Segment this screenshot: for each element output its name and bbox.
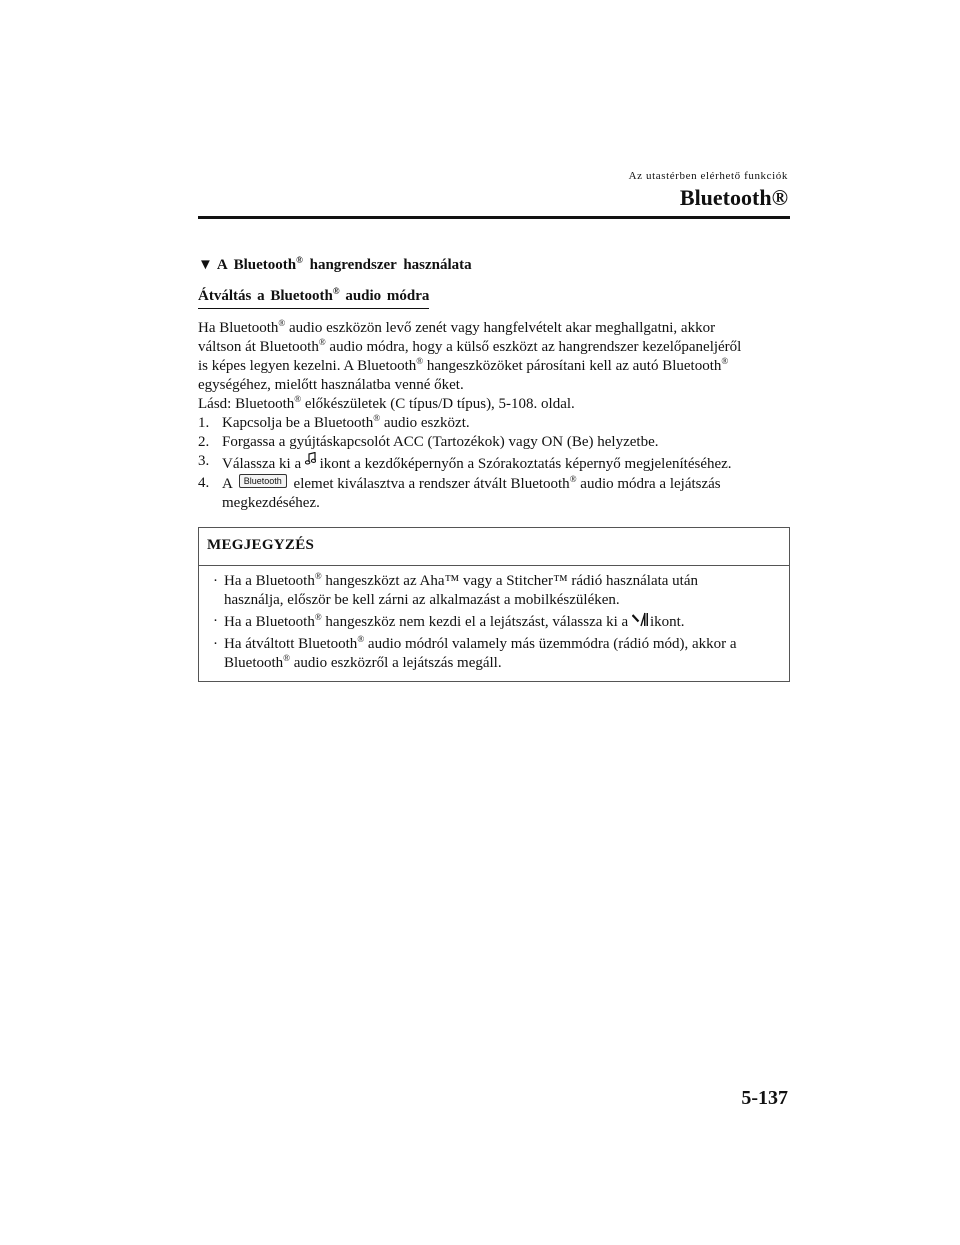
note-item: · Ha a Bluetooth® hangeszköz nem kezdi el a lejátszást, válassza ki a ikont.: [207, 612, 781, 633]
step-item: 3. Válassza ki a ikont a kezdőképernyőn a Szórakoztatás képernyő megjelenítéséhez.: [198, 453, 732, 472]
note-item: · Ha átváltott Bluetooth® audio módról valamely más üzemmódra (rádió mód), akkor a Bluetooth® audio eszközről a lejátszás megáll.: [213, 634, 737, 671]
chapter-title: Bluetooth®: [679, 185, 788, 210]
heading-text: A Bluetooth: [216, 257, 297, 273]
note-title: MEGJEGYZÉS: [199, 528, 789, 566]
music-note-icon: [305, 452, 316, 471]
heading-text: hangrendszer használata: [302, 257, 472, 273]
section-label: Az utastérben elérhető funkciók: [628, 170, 788, 182]
subheading-text: audio módra: [339, 288, 430, 304]
bluetooth-button-badge: Bluetooth: [239, 474, 287, 488]
subheading-text: Átváltás a Bluetooth: [198, 288, 333, 304]
steps-list: [198, 414, 790, 513]
note-item: · Ha a Bluetooth® hangeszközt az Aha™ vagy a Stitcher™ rádió használata után használja, először be kell zárni az alkalmazást a mobilkészüléken.: [213, 571, 699, 608]
triangle-marker-icon: ▼: [198, 257, 213, 273]
page-number: 5-137: [741, 1087, 788, 1109]
step-item: 4. A Bluetooth elemet kiválasztva a rendszer átvált Bluetooth® audio módra a lejátszás megkezdéséhez.: [198, 474, 721, 511]
header-rule: [198, 216, 790, 219]
note-box: [198, 527, 790, 682]
subsection-heading: [198, 287, 429, 309]
page-content: [198, 256, 790, 682]
registered-mark: ®: [296, 255, 303, 265]
page-reference[interactable]: Lásd: Bluetooth® előkészületek (C típus/D típus), 5-108. oldal.: [198, 394, 575, 412]
step-item: 2. Forgassa a gyújtáskapcsolót ACC (Tartozékok) vagy ON (Be) helyzetbe.: [198, 434, 659, 450]
intro-paragraph: Ha Bluetooth® audio eszközön levő zenét vagy hangfelvételt akar meghallgatni, akkor váltson át Bluetooth® audio módra, hogy a külső eszközt az hangrendszer kezelőpaneljéről is képes legyen kezelni. A Bluetooth® hangeszközöket párosítani kell az autó Bluetooth® egységéhez, mielőtt használatba venné őket.: [198, 318, 742, 393]
registered-mark: ®: [332, 286, 340, 296]
play-pause-icon: [632, 612, 648, 633]
section-heading: [198, 256, 790, 275]
step-item: 1. Kapcsolja be a Bluetooth® audio eszközt.: [198, 413, 470, 431]
